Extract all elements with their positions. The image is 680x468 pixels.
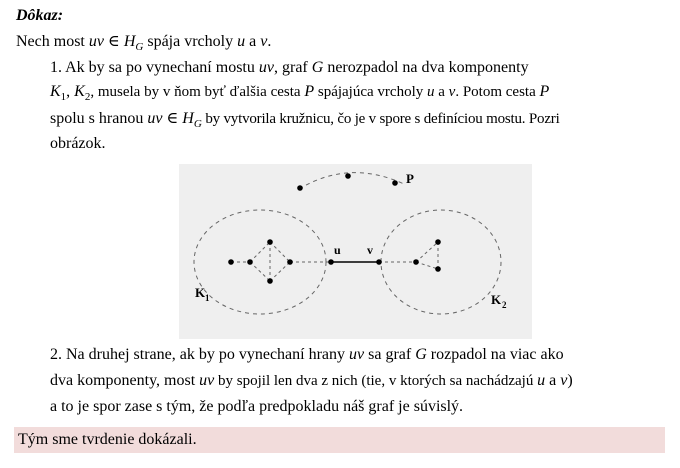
item2-line2 — [50, 370, 573, 392]
vertex — [392, 180, 398, 186]
conclusion-banner: Tým sme tvrdenie dokázali. — [14, 427, 665, 453]
path-p-arc — [299, 173, 404, 189]
label-k2-sub: 2 — [502, 300, 507, 310]
text: sa graf — [364, 346, 416, 363]
item2-line1 — [50, 344, 564, 366]
intro-text: Nech most — [16, 33, 89, 50]
math-P: P — [304, 83, 315, 100]
k1-edges — [231, 242, 331, 281]
math-uv: uv — [88, 33, 104, 50]
math-u: u — [237, 33, 246, 50]
text: dva komponenty, most — [50, 372, 200, 389]
text: a — [434, 84, 449, 100]
text: by vytvorila kružnicu, čo je v spore s definíciou mostu. Pozri — [201, 111, 560, 127]
vertex — [287, 259, 293, 265]
label-v: v — [367, 243, 373, 257]
text: ∈ — [162, 110, 183, 127]
item1-line2 — [50, 81, 549, 108]
vertex — [247, 259, 253, 265]
math-H: H — [123, 33, 136, 50]
math-H: H — [182, 110, 194, 127]
vertex — [267, 239, 273, 245]
label-k1-sub: 1 — [205, 293, 210, 303]
text: rozpadol na viac ako — [426, 346, 564, 363]
graph-figure — [179, 164, 532, 339]
text: , musela by v ňom byť ďalšia cesta — [90, 84, 305, 100]
text: ) — [567, 372, 573, 389]
component-k1-circle — [194, 210, 326, 314]
intro-text: spája vrcholy — [143, 33, 238, 50]
vertex — [435, 266, 441, 272]
proof-heading: Dôkaz: — [16, 7, 64, 24]
text: , — [66, 83, 75, 100]
text: . Potom cesta — [455, 84, 540, 100]
text: nerozpadol na dva komponenty — [323, 59, 529, 76]
text: a — [545, 372, 561, 389]
math-sub-G: G — [193, 118, 202, 130]
vertex-v — [376, 259, 382, 265]
label-k1: K — [195, 285, 206, 300]
vertex — [228, 259, 234, 265]
math-K: K — [74, 83, 85, 100]
label-p: P — [406, 171, 414, 186]
intro-text: . — [267, 33, 272, 50]
math-G: G — [415, 346, 427, 363]
math-u: u — [426, 84, 435, 100]
text: spolu s hranou — [50, 110, 148, 127]
item1-line3 — [50, 108, 560, 135]
text: 1. Ak by sa po vynechaní mostu — [50, 59, 259, 76]
k2-edges — [379, 242, 438, 269]
intro-line — [16, 31, 271, 58]
text: spájajúca vrcholy — [314, 84, 427, 100]
label-k2: K — [491, 292, 502, 307]
text: 2. Na druhej strane, ak by po vynechaní hrany — [50, 346, 350, 363]
item2-line3: a to je spor zase s tým, že podľa predpokladu náš graf je súvislý. — [50, 398, 464, 415]
item1-line1 — [50, 57, 529, 79]
math-sub: 2 — [84, 91, 91, 103]
math-P: P — [539, 83, 550, 100]
vertex — [413, 259, 419, 265]
vertex — [267, 278, 273, 284]
math-in: ∈ — [103, 33, 124, 50]
vertex — [435, 239, 441, 245]
vertex — [297, 185, 303, 191]
math-v: v — [560, 372, 568, 389]
vertex-u — [328, 259, 334, 265]
math-uv: uv — [199, 372, 215, 389]
math-uv: uv — [349, 346, 365, 363]
vertex — [345, 173, 351, 179]
item1-line4: obrázok. — [50, 135, 106, 152]
math-v: v — [448, 84, 456, 100]
intro-text: a — [245, 33, 261, 50]
math-G: G — [311, 59, 324, 76]
vertices — [228, 173, 441, 284]
math-K: K — [50, 83, 61, 100]
math-u: u — [537, 372, 546, 389]
graph-diagram — [179, 164, 532, 339]
text: , graf — [273, 59, 312, 76]
math-uv: uv — [258, 59, 274, 76]
math-sub-G: G — [135, 41, 144, 53]
math-uv: uv — [147, 110, 163, 127]
text: by spojil len dva z nich (tie, v ktorých sa nachádzajú — [214, 373, 538, 389]
math-sub: 1 — [60, 91, 67, 103]
math-v: v — [260, 33, 268, 50]
label-u: u — [334, 243, 341, 257]
